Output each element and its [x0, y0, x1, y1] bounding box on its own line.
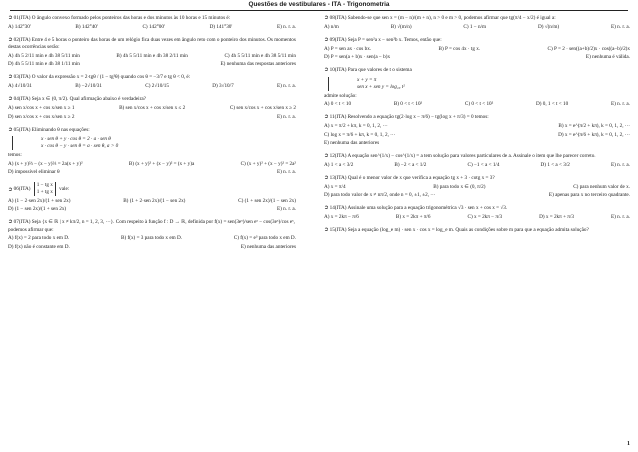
- arrow-icon: ➲: [324, 205, 329, 212]
- question-number: 04: [13, 96, 19, 103]
- question-source: (ITA): [18, 74, 31, 81]
- equation-system: [328, 77, 405, 91]
- question-tail: temos:: [8, 152, 22, 159]
- question-text: Resolvendo a equação tg(2·log x − π/6) − tg(log x + π/3) = 0 temos:: [347, 114, 489, 121]
- question-source: (ITA): [18, 186, 31, 193]
- question-number: 14: [329, 205, 335, 212]
- arrow-icon: ➲: [324, 67, 329, 74]
- question-source: (ITA): [334, 67, 347, 74]
- option-e: E) nenhuma das respostas anteriores: [220, 61, 296, 68]
- option-b: B) (x + y)² + (x − y)² = (x + y)a: [128, 160, 195, 167]
- question-number: 08: [329, 15, 335, 21]
- equation-1: x · sen θ + y · cos θ = 2 · a · sen θ: [41, 136, 111, 143]
- question-source: (ITA): [334, 205, 347, 212]
- question-text: Seja P = sen²a x − sen²b x. Temos, então que:: [347, 36, 442, 43]
- question-text: Entre 4 e 5 horas o ponteiro das horas de um relógio fica duas vezes em ângulo reto com o ponteiro dos minutos. Os momentos destas ocorrências serão:: [8, 36, 296, 51]
- question-09: [324, 37, 630, 61]
- option-b: B) −2 < a < 1/2: [394, 161, 427, 168]
- question-number: 13: [329, 174, 335, 181]
- option-d: D) impossível eliminar θ: [8, 169, 60, 176]
- question-number: 01: [13, 15, 19, 21]
- matrix-cell: 1: [36, 189, 40, 196]
- equation-1: x + y = π: [357, 76, 377, 83]
- question-13: [324, 175, 630, 199]
- option-b: B) 4h 5 5/11 min e 4h 38 2/11 min: [116, 52, 188, 59]
- page-header: [0, 0, 638, 12]
- question-text: Para que valores de t o sistema: [347, 67, 412, 74]
- question-text: Seja {x ∈ ℝ | x ≠ kπ/2, n = 1, 2, 3, ···}. Com respeito à função f : D → ℝ, definida por f(x) = sen(3eˣ)/sen eˣ − cos(3eˣ)/cos eˣ, podemos afirmar que:: [8, 219, 295, 233]
- option-c: C) x = 2kπ − π/3: [467, 214, 503, 221]
- header-rule: [10, 10, 628, 11]
- question-12: [324, 153, 630, 169]
- question-number: 15: [329, 227, 335, 234]
- arrow-icon: ➲: [324, 152, 329, 159]
- question-source: (ITA): [18, 126, 31, 133]
- question-02: [8, 37, 296, 68]
- option-a: A) 4h 5 2/11 min e 4h 38 5/11 min: [8, 52, 80, 59]
- question-source: (ITA): [18, 219, 31, 226]
- arrow-icon: ➲: [324, 227, 329, 234]
- question-01: [8, 15, 296, 31]
- question-number: 10: [329, 67, 335, 74]
- question-text: Qual é o menor valor de x que verifica a equação tg x + 3 · cotg x = 3?: [347, 174, 495, 181]
- option-a: A) x = π/4: [324, 183, 346, 190]
- option-d: D) 3√10/7: [212, 83, 234, 90]
- option-a: A) (x + y)⅔ − (x − y)⅔ = 2a(x + y)²: [8, 160, 83, 167]
- option-a: A) 1 < a < 3/2: [324, 161, 354, 168]
- question-number: 11: [329, 114, 335, 121]
- question-source: (ITA): [18, 96, 31, 103]
- option-e: E) n. r. a.: [610, 23, 630, 30]
- determinant: [34, 182, 56, 196]
- question-03: [8, 74, 296, 90]
- equation-system: [12, 136, 118, 150]
- option-c: C) log x = π/6 + kπ, k = 0, 1, 2, ···: [324, 131, 396, 138]
- option-d: D) para todo valor de x ≠ nπ/2, onde n = 0, ±1, ±2, ···: [324, 192, 436, 199]
- option-e: E) n. r. a.: [610, 101, 630, 108]
- arrow-icon: ➲: [324, 114, 329, 121]
- arrow-icon: ➲: [8, 186, 13, 193]
- matrix-cell: 1: [36, 182, 40, 189]
- option-e: E) n. r. a.: [276, 169, 296, 176]
- option-b: B) (1 + 2·sen 2x)/(1 − sen 2x): [123, 197, 186, 204]
- option-a: A) 0 < t < 10: [324, 101, 352, 108]
- option-e: E) apenas para x no terceiro quadrante.: [548, 192, 630, 199]
- question-number: 12: [329, 152, 335, 159]
- option-b: B) 142°40': [75, 23, 98, 30]
- question-14: [324, 205, 630, 221]
- question-10: [324, 67, 630, 108]
- option-c: C) para nenhum valor de x.: [573, 183, 630, 190]
- question-source: (ITA): [334, 227, 347, 234]
- option-a: A) 142°30': [8, 23, 31, 30]
- question-text: Seja x ∈ (0, π/2). Qual afirmação abaixo é verdadeira?: [31, 96, 146, 103]
- question-source: (ITA): [334, 114, 347, 121]
- option-c: C) 2√10/15: [145, 83, 169, 90]
- question-text: vale:: [59, 186, 70, 193]
- question-text: Seja a equação (log_e m) · sen x · cos x = log_e m. Quais as condições sobre m para que a equação admita solução?: [347, 227, 589, 234]
- option-a: A) x = π/2 + kπ, k = 0, 1, 2, ···: [324, 123, 388, 130]
- option-e: E) n. r. a.: [610, 161, 630, 168]
- question-text: O ângulo convexo formado pelos ponteiros das horas e dos minutos às 10 horas e 15 minutos é:: [31, 15, 231, 21]
- option-a: A) (1 − 2·sen 2x)/(1 + sen 2x): [8, 197, 71, 204]
- option-a: A) sen x/cos x + cos x/sen x ≥ 1: [8, 105, 75, 112]
- option-e: E) nenhuma das anteriores: [324, 139, 380, 146]
- option-d: D) 4h 5 5/11 min e 4h 38 1/11 min: [8, 61, 80, 68]
- option-b: B) sen x/cos x + cos x/sen x ≤ 2: [119, 105, 186, 112]
- option-e: E) n. r. a.: [276, 83, 296, 90]
- question-text: O valor da expressão x = 2·tgθ / (1 − tg²θ) quando cos θ = −3/7 e tg θ < 0, é:: [31, 74, 191, 81]
- option-d: D) (1 − sen 2x)/(1 + sen 2x): [8, 206, 67, 213]
- arrow-icon: ➲: [8, 15, 13, 21]
- arrow-icon: ➲: [324, 36, 329, 43]
- option-d: D) √(n/m): [537, 23, 560, 30]
- option-d: D) 0, 1 < t < 10: [535, 101, 569, 108]
- option-e: E) n. r. a.: [276, 23, 296, 30]
- option-c: C) (x + y)² + (x − y)² = 2a²: [240, 160, 296, 167]
- option-a: A) n/m: [324, 23, 339, 30]
- option-c: C) sen x/cos x + cos x/sen x ≥ 2: [229, 105, 296, 112]
- question-number: 09: [329, 36, 335, 43]
- page-number: 1: [627, 440, 630, 447]
- question-15: [324, 227, 630, 234]
- option-c: C) f(x) = e³ para todo x em D.: [233, 235, 296, 242]
- question-04: [8, 96, 296, 120]
- question-07: [8, 219, 296, 250]
- question-source: (ITA): [18, 15, 31, 21]
- right-column: [324, 15, 630, 241]
- option-b: B) f(x) = 3 para todo x em D.: [121, 235, 182, 242]
- arrow-icon: ➲: [8, 126, 13, 133]
- question-source: (ITA): [18, 36, 31, 43]
- question-source: (ITA): [334, 152, 347, 159]
- option-c: C) (1 + sen 2x)/(1 − sen 2x): [238, 197, 296, 204]
- option-a: A) f(x) = 2 para todo x em D.: [8, 235, 70, 242]
- question-source: (ITA): [334, 15, 347, 21]
- option-a: A) P = sen ax · cos bx.: [324, 45, 372, 52]
- option-b: B) P = cos 4x · tg x.: [438, 45, 481, 52]
- option-c: C) 0 < t < 10²: [464, 101, 494, 108]
- question-05: [8, 127, 296, 177]
- arrow-icon: ➲: [8, 74, 13, 81]
- question-number: 07: [13, 219, 19, 226]
- arrow-icon: ➲: [8, 96, 13, 103]
- arrow-icon: ➲: [8, 36, 13, 43]
- option-b: B) x = 2kπ + π/6: [395, 214, 431, 221]
- option-c: C) 142°00': [142, 23, 165, 30]
- equation-2: x · cos θ − y · sen θ = a · sen θ, a > 0: [41, 143, 119, 150]
- question-source: (ITA): [334, 174, 347, 181]
- question-number: 05: [13, 126, 19, 133]
- question-08: [324, 15, 630, 31]
- equation-2: sen x + sen y = log₁₀ t²: [357, 83, 405, 90]
- question-source: (ITA): [334, 36, 347, 43]
- option-c: C) 4h 5 5/11 min e 4h 38 5/11 min: [224, 52, 296, 59]
- option-c: C) 1 − n/m: [463, 23, 487, 30]
- question-text: Eliminando θ nas equações:: [31, 126, 90, 133]
- option-a: A) x = 2kπ − π/6: [324, 214, 359, 221]
- question-text: A equação sen^(1/x) − cos^(1/x) = a tem solução para valores particulares de a. Assinale o item que lhe parecer correto.: [347, 152, 596, 159]
- question-number: 06: [13, 186, 19, 193]
- option-b: B) para todo x ∈ (0, π/2): [433, 183, 486, 190]
- question-text: Sabendo-se que sen x = (m − n)/(m + n), n > 0 e m > 0, podemos afirmar que tg(π/4 − x/2) é igual a:: [347, 15, 556, 21]
- arrow-icon: ➲: [8, 219, 13, 226]
- matrix-cell: − tg x: [40, 182, 53, 189]
- option-d: D) sen x/cos x + cos x/sen x ≥ 2: [8, 113, 75, 120]
- option-e: E) nenhuma é válida.: [585, 54, 630, 61]
- option-e: E) n. r. a.: [276, 206, 296, 213]
- option-b: B) x = e^(π/2 + kπ), k = 0, 1, 2, ···: [558, 123, 630, 130]
- arrow-icon: ➲: [324, 174, 329, 181]
- option-b: B) −2√10/31: [75, 83, 102, 90]
- option-c: C) P = 2 · sen((a+b)/2)x · cos((a−b)/2)x: [547, 45, 630, 52]
- option-d: D) x = e^(π/6 + kπ), k = 0, 1, 2, ···: [558, 131, 630, 138]
- option-b: B) √(m/n): [390, 23, 412, 30]
- question-11: [324, 114, 630, 146]
- question-tail: admite solução:: [324, 92, 357, 99]
- option-b: B) 0 < t < 10²: [393, 101, 423, 108]
- option-d: D) 1 < a < 3/2: [540, 161, 570, 168]
- question-text: Assinale uma solução para a equação trigonométrica √3 · sen x + cos x = √3.: [347, 205, 508, 212]
- option-a: A) 4√10/31: [8, 83, 33, 90]
- left-column: [8, 15, 296, 257]
- option-e: E) nenhuma das anteriores: [240, 243, 296, 250]
- question-06: [8, 182, 296, 213]
- page-title: Questões de vestibulares - ITA - Trigonometria: [248, 1, 390, 8]
- option-d: D) f(x) não é constante em D.: [8, 243, 70, 250]
- question-number: 03: [13, 74, 19, 81]
- option-e: E) n. r. a.: [276, 113, 296, 120]
- question-number: 02: [13, 36, 19, 43]
- option-e: E) n. r. a.: [610, 214, 630, 221]
- option-d: D) 141°30': [209, 23, 233, 30]
- arrow-icon: ➲: [324, 15, 329, 21]
- matrix-cell: + tg x: [40, 189, 53, 196]
- option-d: D) x = 2kπ + π/3: [539, 214, 574, 221]
- option-d: D) P = sen(a + b)x · sen(a − b)x: [324, 54, 391, 61]
- option-c: C) −1 < a < 1/4: [467, 161, 500, 168]
